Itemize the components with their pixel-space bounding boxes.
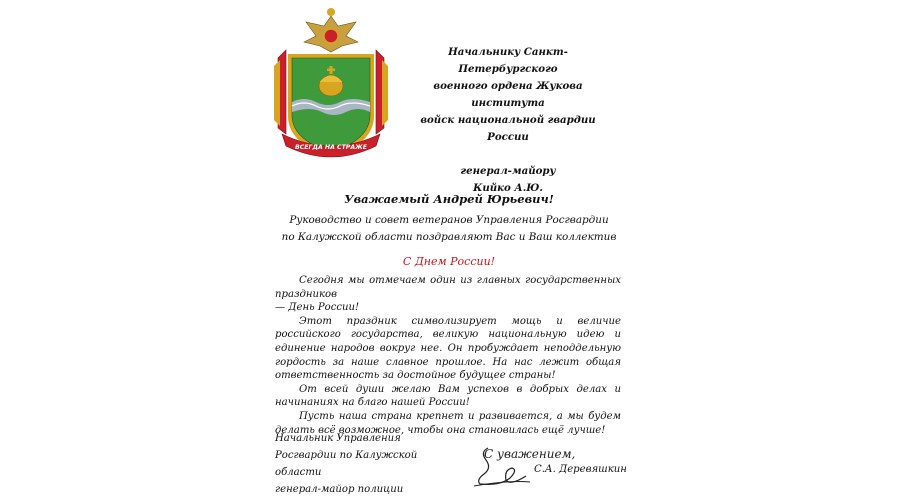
- signatory-title: [275, 430, 455, 498]
- body-paragraph: — День России!: [275, 302, 360, 314]
- greeting: Уважаемый Андрей Юрьевич!: [344, 192, 554, 206]
- body-paragraph: От всей души желаю Вам успехов в добрых делах и начинаниях на благо нашей России!: [275, 383, 621, 409]
- letter-body: [275, 274, 621, 437]
- holiday-title: С Днем России!: [402, 255, 496, 268]
- body-paragraph: Этот праздник символизирует мощь и величие российского государства, великую национальную идею и единение народов вокруг нее. Он пробуждает неподдельную гордость за наше славное прошлое. На нас лежит общая ответственность за достойное будущее страны!: [275, 315, 621, 382]
- intro-line: по Калужской области поздравляют Вас и Ваш коллектив: [281, 231, 617, 243]
- body-paragraph: Пусть наша страна крепнет и развивается, а мы будем делать всё возможное, чтобы она становилась ещё лучше!: [275, 410, 621, 436]
- addressee-line: военного ордена Жукова института: [433, 80, 583, 109]
- addressee-line: Начальнику Санкт-Петербургского: [448, 46, 568, 75]
- emblem-motto: ВСЕГДА НА СТРАЖЕ: [295, 144, 367, 151]
- body-paragraph: Сегодня мы отмечаем один из главных государственных праздников: [275, 275, 621, 300]
- handwritten-regards: С уважением,: [484, 447, 576, 461]
- signatory-line: генерал-майор полиции: [275, 484, 404, 495]
- addressee-rank: генерал-майору: [460, 165, 556, 177]
- intro-text: [275, 212, 623, 246]
- addressee-block: [410, 44, 606, 197]
- signatory-name: С.А. Деревяшкин: [534, 464, 627, 475]
- addressee-line: войск национальной гвардии России: [420, 114, 596, 143]
- intro-line: Руководство и совет ветеранов Управления Росгвардии: [289, 214, 609, 226]
- rosgvardia-emblem: [272, 6, 390, 161]
- signatory-line: Росгвардии по Калужской области: [275, 450, 418, 478]
- signatory-line: Начальник Управления: [275, 433, 401, 444]
- addressee-name: Кийко А.Ю.: [473, 182, 543, 194]
